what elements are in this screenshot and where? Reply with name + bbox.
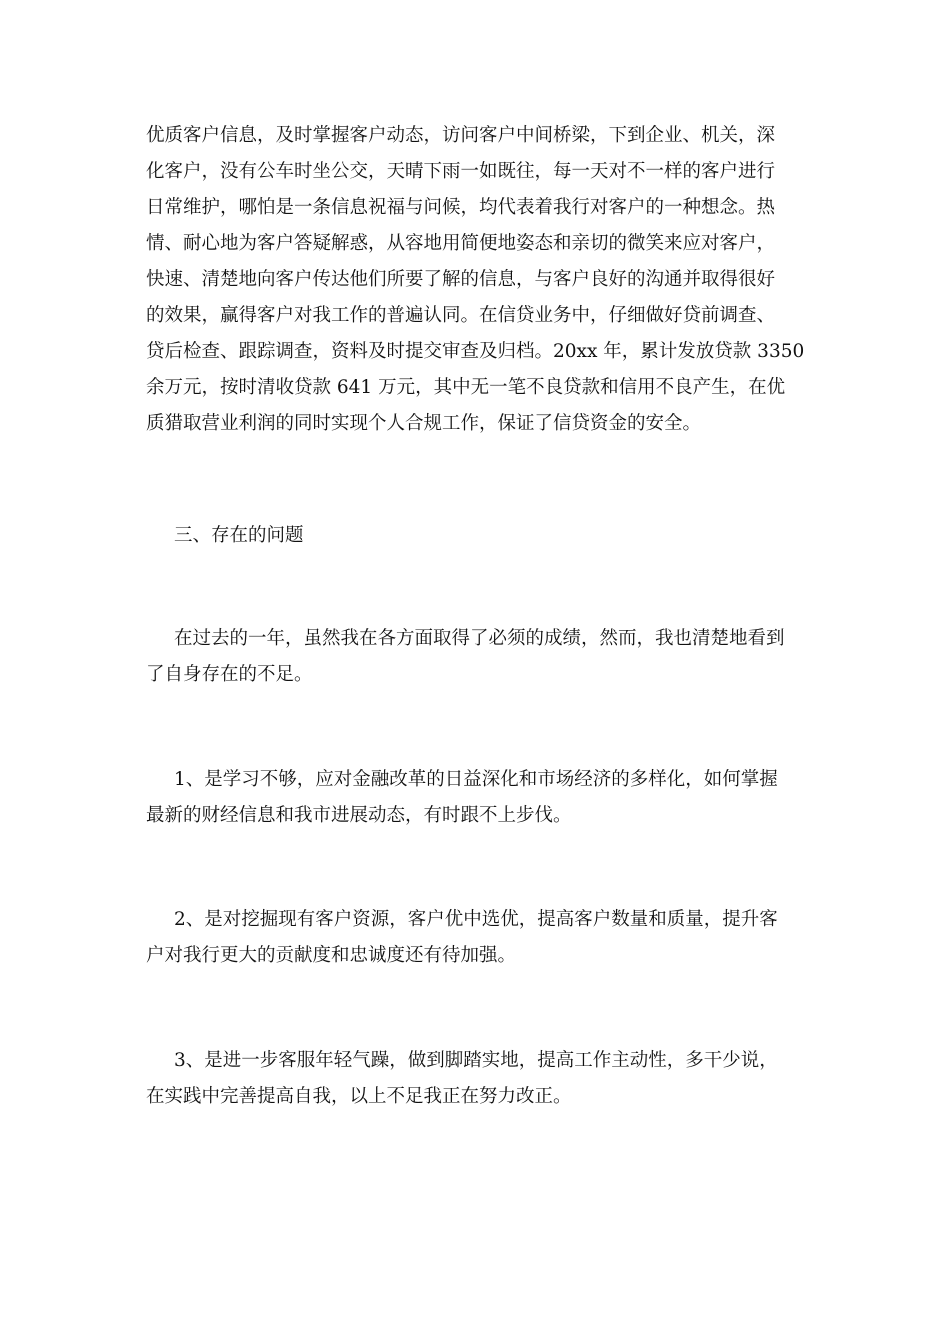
text-line: 情、耐心地为客户答疑解惑，从容地用简便地姿态和亲切的微笑来应对客户， bbox=[146, 233, 776, 254]
text-line: 了自身存在的不足。 bbox=[146, 664, 313, 685]
text-line: 户对我行更大的贡献度和忠诚度还有待加强。 bbox=[146, 945, 517, 966]
text-line: 3、是进一步客服年轻气躁，做到脚踏实地，提高工作主动性，多干少说， bbox=[174, 1050, 778, 1071]
text-line: 最新的财经信息和我市进展动态，有时跟不上步伐。 bbox=[146, 805, 572, 826]
text-line: 日常维护，哪怕是一条信息祝福与问候，均代表着我行对客户的一种想念。热 bbox=[146, 197, 776, 218]
text-line: 贷后检查、跟踪调查，资料及时提交审查及归档。20xx 年，累计发放贷款 3350 bbox=[146, 341, 805, 362]
text-line: 在过去的一年，虽然我在各方面取得了必须的成绩，然而，我也清楚地看到 bbox=[174, 628, 785, 649]
section-heading: 三、存在的问题 bbox=[174, 525, 304, 546]
text-line: 优质客户信息，及时掌握客户动态，访问客户中间桥梁，下到企业、机关，深 bbox=[146, 125, 776, 146]
text-line: 在实践中完善提高自我，以上不足我正在努力改正。 bbox=[146, 1086, 572, 1107]
text-line: 1、是学习不够，应对金融改革的日益深化和市场经济的多样化，如何掌握 bbox=[174, 769, 778, 790]
text-line: 余万元，按时清收贷款 641 万元，其中无一笔不良贷款和信用不良产生，在优 bbox=[146, 377, 786, 398]
text-line: 的效果，赢得客户对我工作的普遍认同。在信贷业务中，仔细做好贷前调查、 bbox=[146, 305, 776, 326]
text-line: 2、是对挖掘现有客户资源，客户优中选优，提高客户数量和质量，提升客 bbox=[174, 909, 778, 930]
text-line: 快速、清楚地向客户传达他们所要了解的信息，与客户良好的沟通并取得很好 bbox=[146, 269, 776, 290]
text-line: 质猎取营业利润的同时实现个人合规工作，保证了信贷资金的安全。 bbox=[146, 413, 702, 434]
text-line: 化客户，没有公车时坐公交，天晴下雨一如既往，每一天对不一样的客户进行 bbox=[146, 161, 776, 182]
